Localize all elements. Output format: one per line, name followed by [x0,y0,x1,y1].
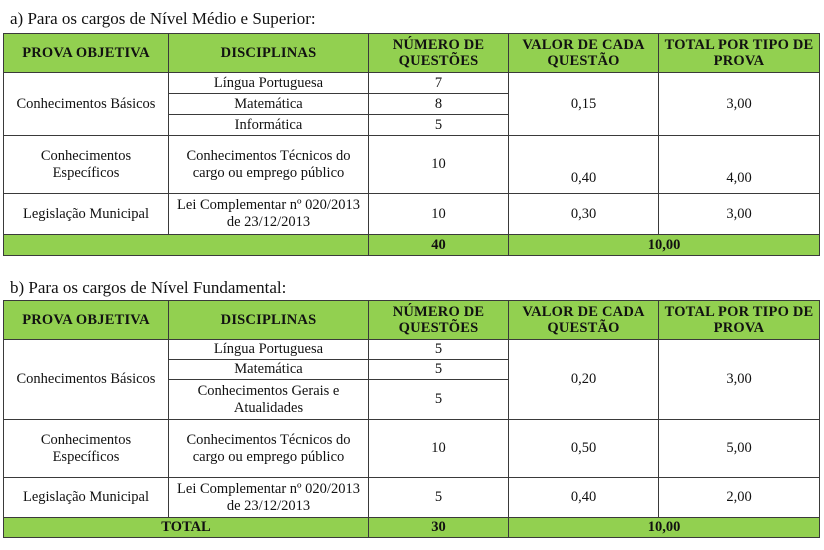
cell-total: 3,00 [659,194,820,235]
cell-disciplina: Língua Portuguesa [169,340,369,360]
table-row [4,73,820,94]
cell-disciplina: Conhecimentos Gerais e Atualidades [169,380,369,420]
cell-total: 5,00 [659,420,820,478]
cell-questoes: 10 [369,136,509,194]
cell-valor: 0,20 [509,340,659,420]
table-row [4,136,820,194]
cell-valor: 0,15 [509,73,659,136]
header-disciplinas: DISCIPLINAS [169,301,369,340]
header-numero-questoes: NÚMERO DE QUESTÕES [369,301,509,340]
cell-disciplina: Matemática [169,360,369,380]
cell-questoes: 7 [369,73,509,94]
cell-questoes: 5 [369,115,509,136]
total-pontos: 10,00 [509,235,820,256]
row-label-basicos: Conhecimentos Básicos [4,73,169,136]
header-numero-questoes: NÚMERO DE QUESTÕES [369,34,509,73]
table-nivel-medio-superior [3,33,820,256]
total-questoes: 40 [369,235,509,256]
total-label: TOTAL [4,518,369,538]
cell-valor: 0,40 [509,136,659,194]
row-label-legislacao: Legislação Municipal [4,478,169,518]
total-questoes: 30 [369,518,509,538]
header-total-tipo: TOTAL POR TIPO DE PROVA [659,34,820,73]
total-label [4,235,369,256]
cell-disciplina: Conhecimentos Técnicos do cargo ou emprego público [169,136,369,194]
cell-disciplina: Informática [169,115,369,136]
cell-disciplina: Lei Complementar nº 020/2013 de 23/12/2013 [169,478,369,518]
cell-questoes: 5 [369,340,509,360]
cell-disciplina: Língua Portuguesa [169,73,369,94]
table-header-row [4,301,820,340]
row-label-basicos: Conhecimentos Básicos [4,340,169,420]
table-total-row [4,235,820,256]
cell-valor: 0,50 [509,420,659,478]
table-nivel-fundamental [3,300,820,538]
header-total-tipo: TOTAL POR TIPO DE PROVA [659,301,820,340]
cell-total: 3,00 [659,73,820,136]
table-row [4,194,820,235]
cell-questoes: 10 [369,420,509,478]
cell-total: 4,00 [659,136,820,194]
cell-questoes: 10 [369,194,509,235]
header-valor-questao: VALOR DE CADA QUESTÃO [509,34,659,73]
header-disciplinas: DISCIPLINAS [169,34,369,73]
row-label-especificos: Conhecimentos Específicos [4,136,169,194]
cell-valor: 0,30 [509,194,659,235]
table-row [4,478,820,518]
row-label-especificos: Conhecimentos Específicos [4,420,169,478]
cell-disciplina: Matemática [169,94,369,115]
table-row [4,420,820,478]
cell-questoes: 5 [369,360,509,380]
cell-questoes: 5 [369,380,509,420]
cell-questoes: 8 [369,94,509,115]
cell-disciplina: Conhecimentos Técnicos do cargo ou emprego público [169,420,369,478]
header-prova-objetiva: PROVA OBJETIVA [4,301,169,340]
table-row [4,340,820,360]
table-total-row [4,518,820,538]
caption-section-a: a) Para os cargos de Nível Médio e Superior: [10,9,316,28]
cell-questoes: 5 [369,478,509,518]
cell-total: 2,00 [659,478,820,518]
cell-total: 3,00 [659,340,820,420]
header-prova-objetiva: PROVA OBJETIVA [4,34,169,73]
row-label-legislacao: Legislação Municipal [4,194,169,235]
cell-disciplina: Lei Complementar nº 020/2013 de 23/12/2013 [169,194,369,235]
cell-valor: 0,40 [509,478,659,518]
caption-section-b: b) Para os cargos de Nível Fundamental: [10,278,287,297]
table-header-row [4,34,820,73]
header-valor-questao: VALOR DE CADA QUESTÃO [509,301,659,340]
total-pontos: 10,00 [509,518,820,538]
